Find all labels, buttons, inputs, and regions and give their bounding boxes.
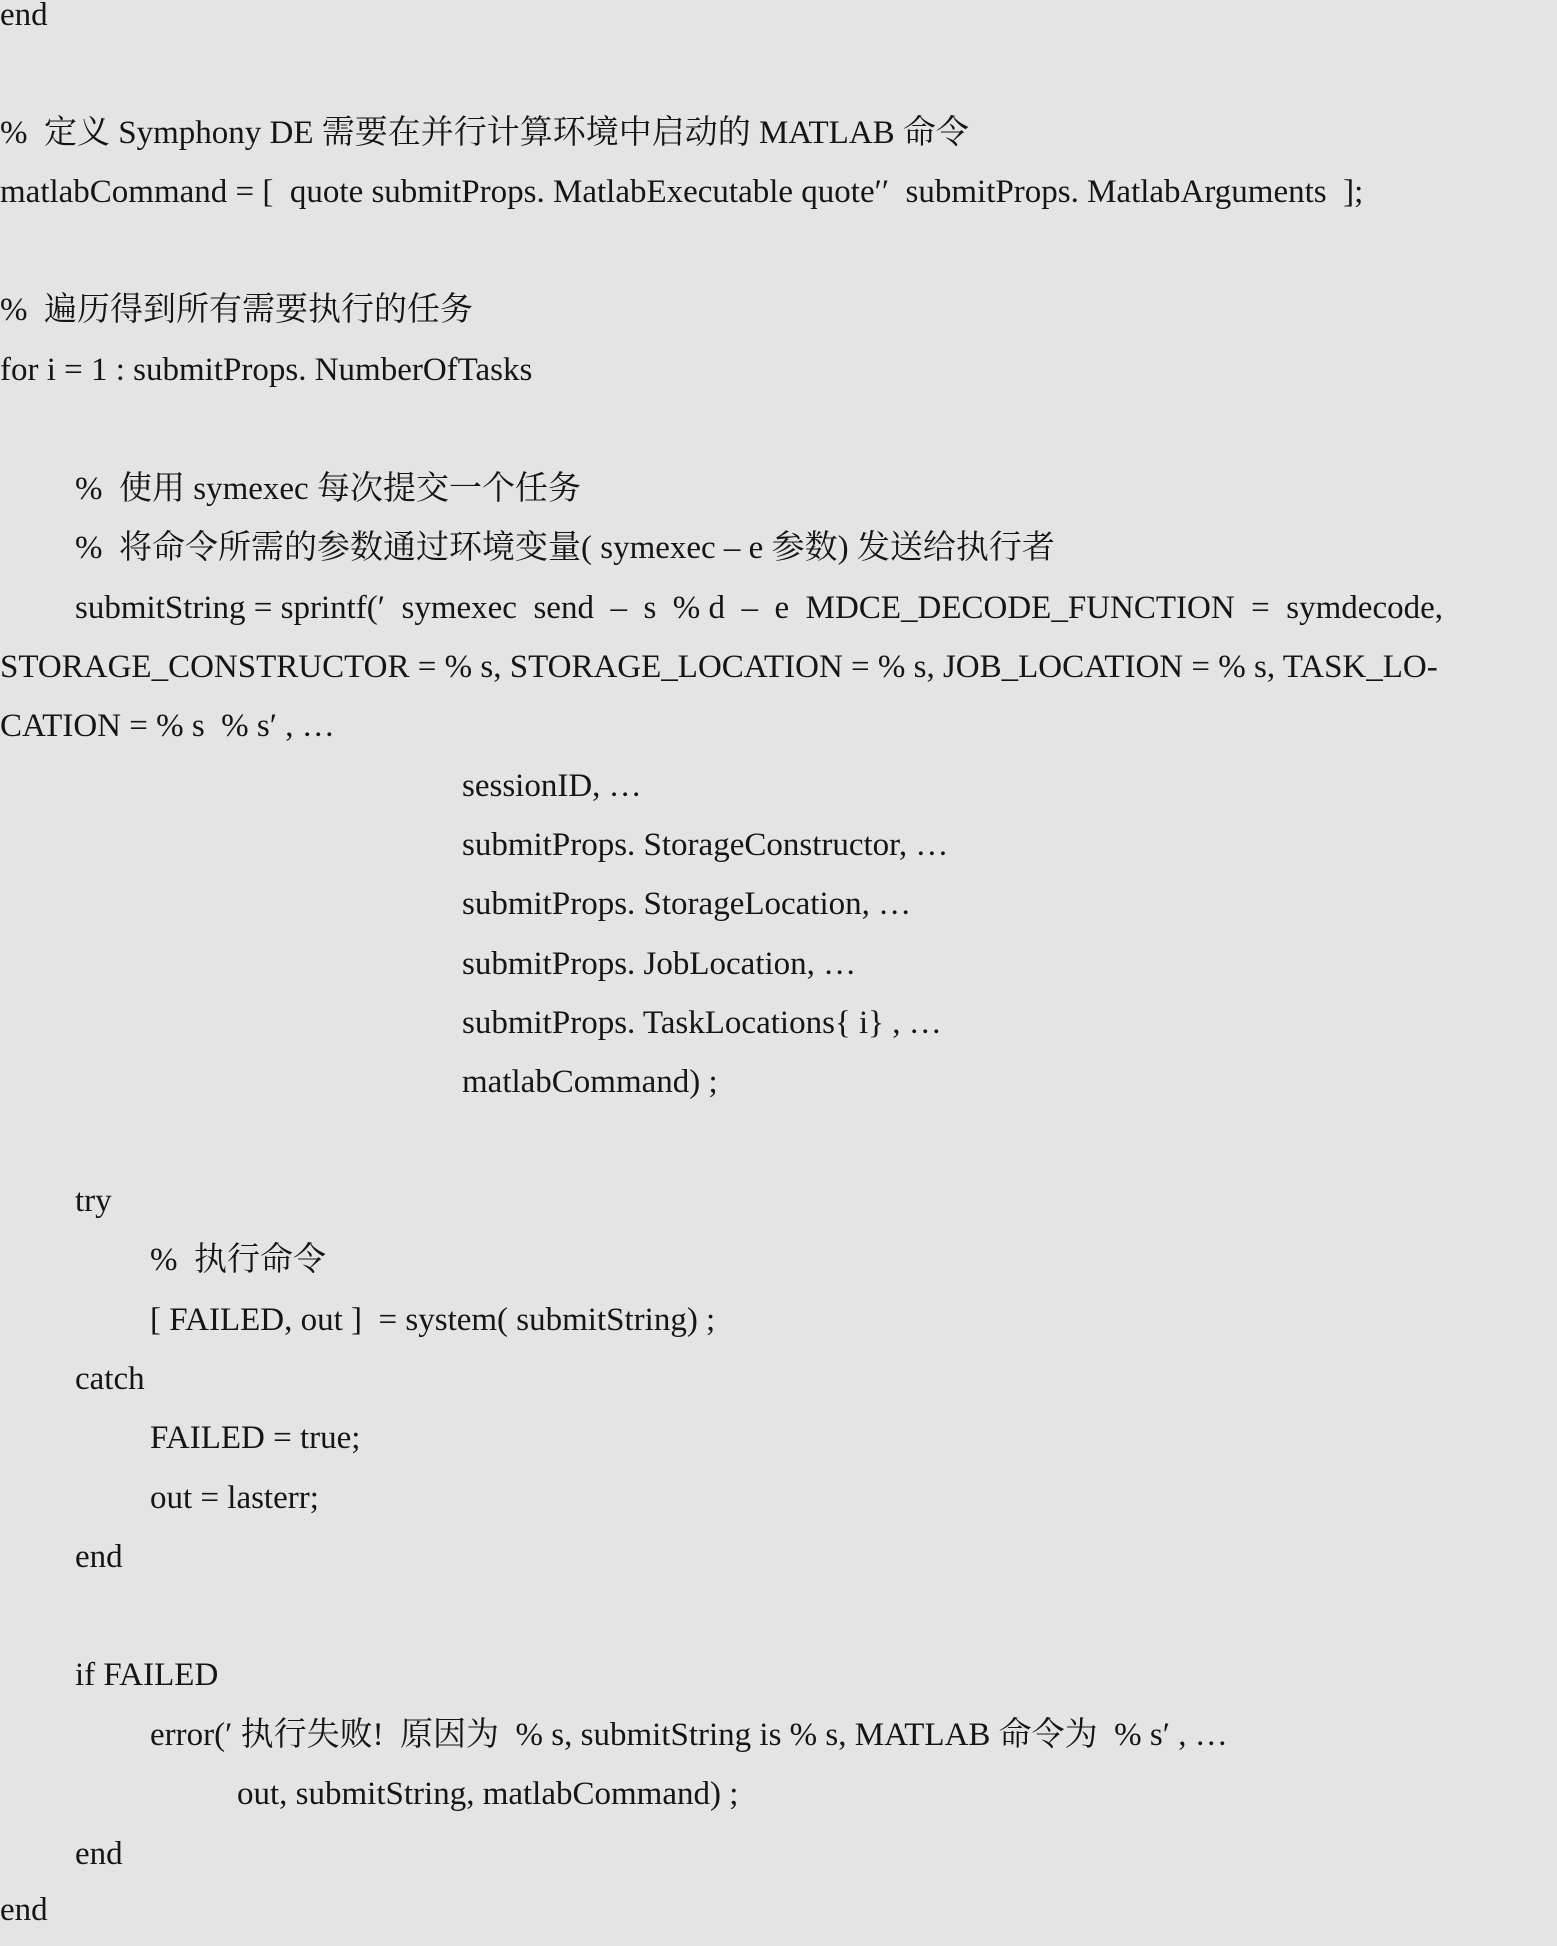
code-line: submitProps. JobLocation, … — [462, 946, 857, 982]
comment-line: % 定义 Symphony DE 需要在并行计算环境中启动的 MATLAB 命令 — [0, 115, 969, 151]
code-line: end — [0, 0, 48, 33]
code-line: matlabCommand) ; — [462, 1064, 718, 1100]
code-line: out, submitString, matlabCommand) ; — [237, 1776, 739, 1812]
comment-line: % 使用 symexec 每次提交一个任务 — [75, 471, 581, 507]
code-line: matlabCommand = [ quote submitProps. MatlabExecutable quote′′ submitProps. MatlabArguments ]; — [0, 174, 1364, 210]
comment-line: % 将命令所需的参数通过环境变量( symexec – e 参数) 发送给执行者 — [75, 530, 1055, 566]
code-line: end — [75, 1836, 123, 1872]
code-line: submitProps. StorageLocation, … — [462, 886, 912, 922]
code-line: sessionID, … — [462, 768, 642, 804]
code-line: STORAGE_CONSTRUCTOR = % s, STORAGE_LOCATION = % s, JOB_LOCATION = % s, TASK_LO- — [0, 649, 1438, 685]
code-line: FAILED = true; — [150, 1420, 361, 1456]
comment-line: % 遍历得到所有需要执行的任务 — [0, 292, 473, 328]
code-line: catch — [75, 1361, 145, 1397]
code-line: CATION = % s % s′ , … — [0, 708, 335, 744]
code-line: if FAILED — [75, 1657, 219, 1693]
comment-line: % 执行命令 — [150, 1242, 326, 1278]
code-line: end — [75, 1539, 123, 1575]
code-line: submitProps. TaskLocations{ i} , … — [462, 1005, 942, 1041]
code-line: try — [75, 1183, 112, 1219]
code-line: error(′ 执行失败! 原因为 % s, submitString is % s, MATLAB 命令为 % s′ , … — [150, 1717, 1228, 1753]
code-line: submitString = sprintf(′ symexec send – s % d – e MDCE_DECODE_FUNCTION = symdecode, — [75, 590, 1443, 626]
code-line: out = lasterr; — [150, 1480, 319, 1516]
code-line: for i = 1 : submitProps. NumberOfTasks — [0, 352, 533, 388]
code-line: end — [0, 1892, 48, 1928]
code-line: submitProps. StorageConstructor, … — [462, 827, 949, 863]
code-line: [ FAILED, out ] = system( submitString) ; — [150, 1302, 716, 1338]
